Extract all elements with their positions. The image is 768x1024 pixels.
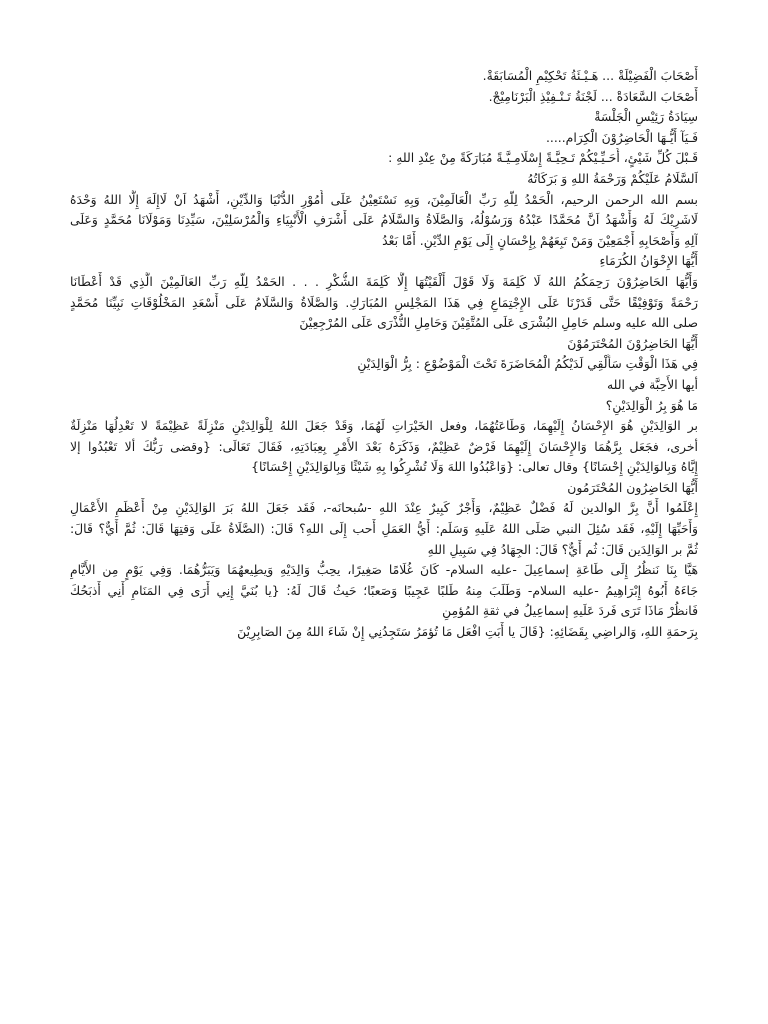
text-line: فَانظُرْ مَاذَا تَرَى فَردَ عَلَيهِ إسماعِيلُ في ثقةِ المُؤمِنِ [442, 603, 698, 619]
text-line: بر الوَالِدَيْنِ هُوَ الإِحْسَانُ إِلَيْهِمَا، وَطَاعَتُهُمَا، وفعل الخَيْرَاتِ لَهُمَا، وَقَدْ جَعَلَ اللهُ لِلْوَالِدَيْنِ مَنْزِلَةً عَظِيْمَةً لا تَعْدِلُهَا مَنْزِلَةٌ [70, 418, 698, 434]
text-line: ثُمَّ بر الوَالِدَين قَالَ: ثُم أَيٌّ؟ قَالَ: الجِهَادُ فِي سَبِيلِ اللهِ [427, 541, 698, 557]
text-line: بِرَحمَةِ اللهِ، وَالراضِي بِقَضَائِهِ: {قَالَ يا أَبَتِ افْعَل مَا تُؤمَرُ سَتَجِدُنِي إِنْ شَاءَ اللهُ مِنَ الصَابِرِيْنَ [237, 624, 698, 640]
text-line: بسم الله الرحمن الرحيم، الْحَمْدُ لِلّهِ رَبِّ الْعَالَمِيْنَ، وَبِهِ نَسْتَعِيْنُ عَلَى أُمُوْرِ الدُّنْيَا وَالدِّيْنِ، أَشْهَدُ اَنْ لَاإِلَهَ إِلَّا اللهُ وَحْدَهُ [70, 191, 698, 207]
text-line: مَا هُوَ بِرُ الْوَالِدَيْنِ؟ [605, 397, 698, 413]
text-line: أَيُّهَا الحَاضِرُون المُحْتَرَمُون [567, 479, 698, 495]
text-line: هَيَّا بِنَا نَنظُرُ إِلَى طَاعَةِ إسماعِيلَ -عليه السلام- كَانَ غُلَامًا صَغِيرًا، يحِبُّ وَالِدَيْهِ وَيطِيعهُمَا وَيَبَرُّهُمَا. وَفِي يَوْمٍ مِن الأَيَّامِ [70, 562, 698, 578]
text-line: أَيُّهَا الإِخْوَانُ الكُرَمَاءِ [599, 253, 698, 269]
text-line: إِيَّاهُ وَبِالوَالِدَيْنِ إِحْسَانًا} وقال تعالى: {وَاعْبُدُوا اللهَ وَلَا تُشْرِكُوا بِهِ شَيْئًا وَبِالوَالِدَيْنِ إِحْسَانًا} [251, 459, 698, 475]
text-line: قَـبْلَ كُلِّ شَيْئٍ، أُحَـيِّـيْكُمْ تَـحِيَّـةً إِسْلَامِـيَّـةً مُبَارَكَةً مِنْ عِنْدِ اللهِ : [388, 150, 698, 166]
text-line: أَيُّهَا الحَاضِرُوْنَ المُحْتَرَمُوْنَ [567, 335, 698, 351]
text-line: سِيَادَةُ رَئِيْسِ الْجَلْسَةْ [594, 109, 698, 125]
document-body [70, 66, 698, 643]
text-line: إِعْلَمُوا أَنَّ بِرَّ الوالدين لَهُ فَضْلٌ عَظِيْمٌ، وَأَجْرٌ كَبِيرٌ عِنْدَ اللهِ -سُبحانَه-، فَقَد جَعَلَ اللهُ بَرَ الوَالِدَيْنِ مِنْ أَعْظَمِ الأَعْمَالِ [70, 500, 698, 516]
text-line: أخرى، فجَعَل بِرَّهُمَا وَالإِحْسَانَ إِلَيْهِمَا فَرْضٌ عَظِيْمٌ، وَذَكَرَهُ بَعْدَ الأَمْرِ بِعِبَادَتِهِ، فَقَالَ تَعَالَى: {وقضى رَبُّكَ ألا تَعْبُدُوا إلا [70, 438, 698, 454]
text-line: اَلسَّلَامُ عَلَيْكُمْ وَرَحْمَةُ اللهِ وَ بَرَكَاتُهُ [527, 170, 698, 186]
text-line: فَـيَآ أَيُّـهَا الْحَاضِرُوْنَ الْكِرَام..... [545, 129, 698, 145]
text-line: فِي هَذَا الْوَقْتِ سَأُلْقِي لَدَيْكُمُ الْمُحَاضَرَةَ تَحْتَ الْمَوْضُوْعِ : بِرُّ الْوَالِدَيْنِ [357, 356, 698, 372]
text-line: وَأَحَبِّهَا إِلَيْهِ، فَقَد سُئِلَ النبي صَلَى اللهُ عَلَيهِ وَسَلَم: أَيُّ العَمَلِ أَحب إِلَى اللهِ؟ قَالَ: (الصَّلَاةُ عَلَى وَقتِهَا قَالَ: ثُمَّ أَيٌّ؟ قَالَ: [70, 521, 698, 537]
text-line: آلِهِ وَأَصْحَابِهِ أَجْمَعِيْنَ وَمَنْ تَبِعَهُمْ بِإِحْسَانٍ إِلَى يَوْمِ الدِّيْنِ. أَمَّا بَعْدُ [382, 232, 698, 248]
text-line: أَصْحَابَ السَّعَادَةْ ... لَجْنَةُ تَـنْـفِيْذِ الْبَرْنَامِيْجْ. [488, 88, 698, 104]
text-line: لَاشَرِيْكَ لَهُ وَأَشْهَدُ اَنَّ مُحَمَّدًا عَبْدُهُ وَرَسُوْلُهُ، وَالصَّلَاةُ وَالسَّلَامُ عَلَى أَشْرَفِ الْأَنْبِيَاءِ وَالْمُرْسَلِيْنَ، سَيِّدِنَا وَمَوْلَانَا مُحَمَّدٍ وَعَلَى [70, 212, 698, 228]
text-line: رَحْمَةً وَتَوْفِيْقًا حَتَّى قَدَرْنَا عَلَى الإِجْتِمَاعِ فِي هَذَا المَجْلِسِ المُبَارَكِ. وَالصَّلَاةُ وَالسَّلَامُ عَلَى أَسْعَدِ المَخْلُوْقَاتِ نَبِيِّنَا مُحَمَّدٍ [70, 294, 698, 310]
text-line: أيها الأَحِبَّة في الله [607, 376, 698, 392]
text-line: أَصْحَابَ الْفَضِيْلَةْ ... هَـيْـئَةُ تَحْكِيْمِ الْمُسَابَقَةْ. [482, 68, 698, 83]
text-line: صلى الله عليه وسلم حَامِلِ البُشْرَى عَلَى المُتَّقِيْنَ وَحَامِلِ النُّذْرَى عَلَى المُرْجِعِيْنَ [299, 315, 698, 331]
text-line: وَأَيُّهَا الحَاضِرُوْنَ رَحِمَكُمُ اللهُ لَا كَلِمَةَ وَلَا قَوْلَ أَلْقَيْتُهَا إِلَّا كَلِمَةَ الشُّكْرِ . . . الحَمْدُ لِلّهِ رَبِّ العَالَمِيْنَ الَّذِي قَدْ أَعْطَانَا [70, 273, 698, 289]
text-line: جَاءَهُ أَبُوهُ إِبْرَاهِيمُ -عليه السلام- وَطَلَبَ مِنهُ طَلبًا عَجِيبًا وَصَعبًا؛ حَيثُ قَالَ لَهُ: {يا بُنَيَّ إِنِي أَرَى فِي المَنَامِ أَنِي أَذبَحُكَ [70, 582, 698, 598]
